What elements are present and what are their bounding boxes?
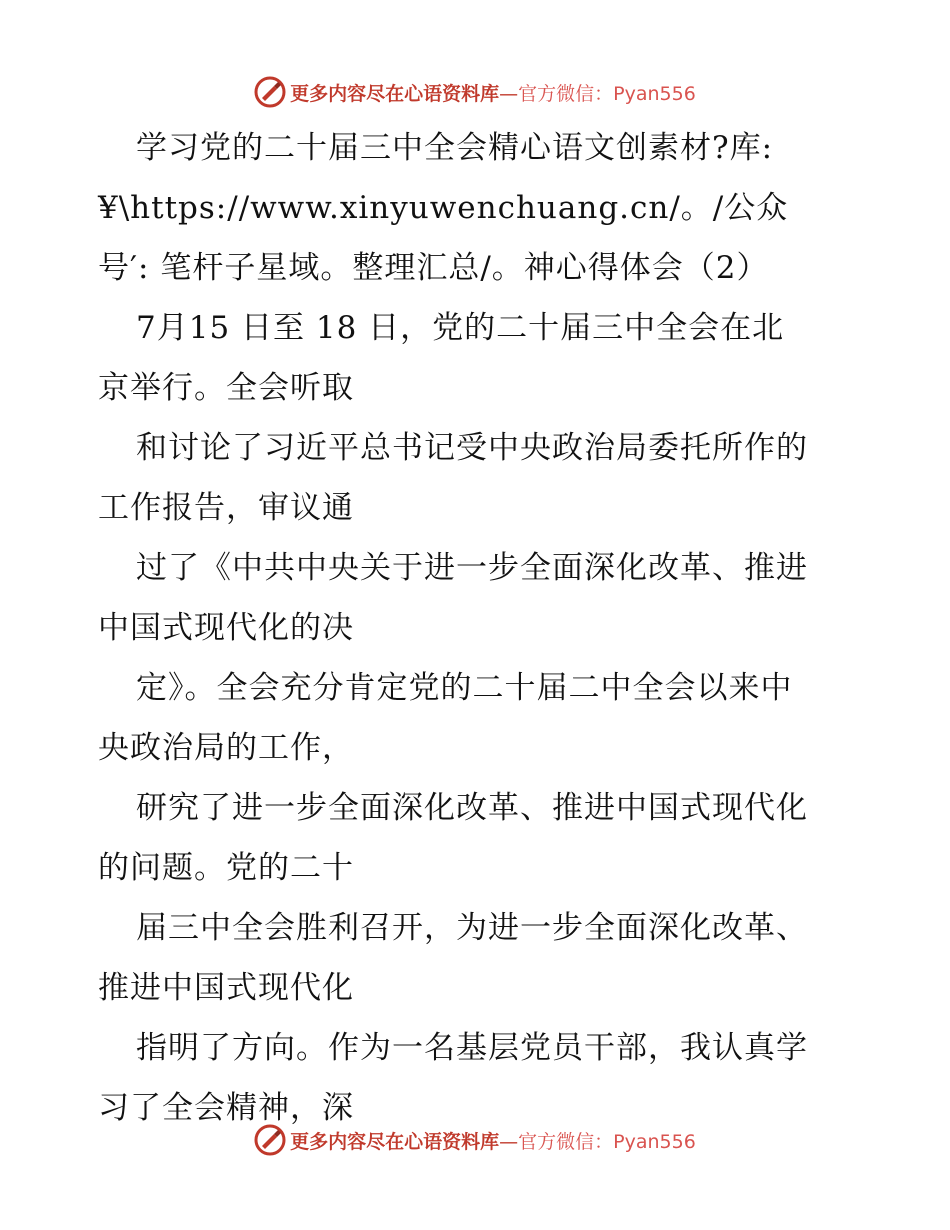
footer-banner: [0, 1120, 950, 1160]
text-line: 的问题。党的二十: [98, 850, 354, 886]
text-line: 工作报告，审议通: [98, 490, 354, 526]
header-banner: [0, 72, 950, 112]
pen-logo-icon: [254, 1124, 286, 1156]
text-line: 届三中全会胜利召开，为进一步全面深化改革、: [136, 910, 808, 946]
banner-main-text: 更多内容尽在心语资料库: [290, 1130, 500, 1153]
banner-main-text: 更多内容尽在心语资料库: [290, 82, 500, 105]
text-line: 习了全会精神，深: [98, 1090, 354, 1126]
text-line: 推进中国式现代化: [98, 970, 354, 1006]
banner-sub-text: 官方微信：Pyan556: [518, 82, 696, 105]
text-line: ¥\https://www.xinyuwenchuang.cn/。/公众: [98, 190, 789, 226]
document-body: [98, 118, 858, 1138]
banner-sub-text: 官方微信：Pyan556: [518, 1130, 696, 1153]
text-line: 7月15 日至 18 日，党的二十届三中全会在北: [136, 310, 785, 346]
banner-dash: —: [499, 82, 519, 105]
text-line: 央政治局的工作，: [98, 730, 354, 766]
banner-dash: —: [499, 1130, 519, 1153]
text-line: 和讨论了习近平总书记受中央政治局委托所作的: [136, 430, 808, 466]
pen-logo-icon: [254, 76, 286, 108]
text-line: 过了《中共中央关于进一步全面深化改革、推进: [136, 550, 808, 586]
text-line: 指明了方向。作为一名基层党员干部，我认真学: [136, 1030, 808, 1066]
text-line: 学习党的二十届三中全会精心语文创素材?库:: [136, 130, 774, 166]
text-line: 研究了进一步全面深化改革、推进中国式现代化: [136, 790, 808, 826]
text-line: 中国式现代化的决: [98, 610, 354, 646]
text-line: 定》。全会充分肯定党的二十届二中全会以来中: [136, 670, 793, 706]
text-line: 号′: 笔杆子星域。整理汇总/。神心得体会（2）: [98, 250, 769, 286]
text-line: 京举行。全会听取: [98, 370, 354, 406]
